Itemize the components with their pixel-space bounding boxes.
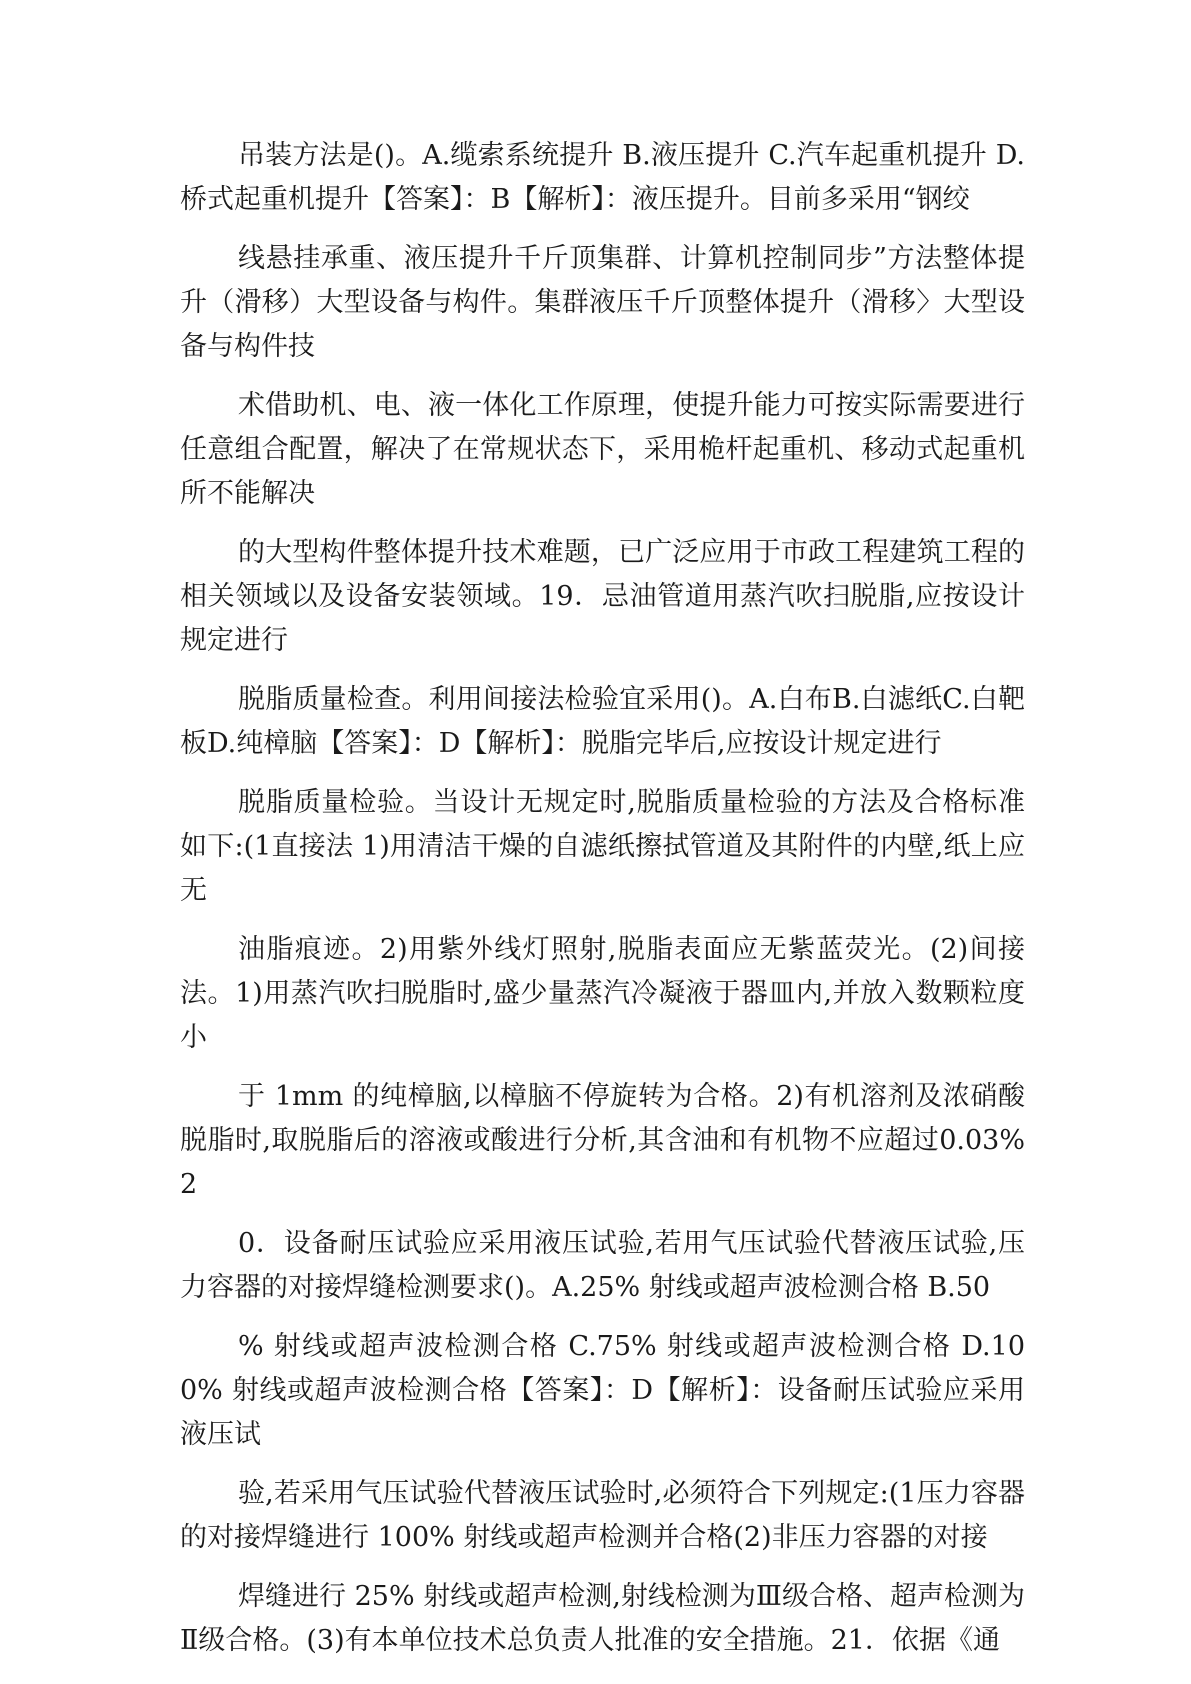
paragraph: 脱脂质量检验。当设计无规定时,脱脂质量检验的方法及合格标准如下:(1直接法 1)用清洁干燥的自滤纸擦拭管道及其附件的内壁,纸上应无 bbox=[180, 787, 1025, 906]
paragraph: 验,若采用气压试验代替液压试验时,必须符合下列规定:(1压力容器的对接焊缝进行 100% 射线或超声检测并合格(2)非压力容器的对接 bbox=[180, 1478, 1025, 1553]
paragraph: % 射线或超声波检测合格 C.75% 射线或超声波检测合格 D.100% 射线或超声波检测合格【答案】：D【解析】：设备耐压试验应采用液压试 bbox=[180, 1331, 1025, 1450]
document-body bbox=[180, 134, 1025, 1678]
paragraph: 的大型构件整体提升技术难题，已广泛应用于市政工程建筑工程的相关领域以及设备安装领域。19．忌油管道用蒸汽吹扫脱脂,应按设计规定进行 bbox=[180, 537, 1025, 656]
paragraph: 于 1mm 的纯樟脑,以樟脑不停旋转为合格。2)有机溶剂及浓硝酸脱脂时,取脱脂后的溶液或酸进行分析,其含油和有机物不应超过0.03%2 bbox=[180, 1081, 1025, 1200]
paragraph: 线悬挂承重、液压提升千斤顶集群、计算机控制同步”方法整体提升（滑移）大型设备与构件。集群液压千斤顶整体提升（滑移〉大型设备与构件技 bbox=[180, 243, 1025, 362]
paragraph: 油脂痕迹。2)用紫外线灯照射,脱脂表面应无紫蓝荧光。(2)间接法。1)用蒸汽吹扫脱脂时,盛少量蒸汽冷凝液于器皿内,并放入数颗粒度小 bbox=[180, 934, 1025, 1053]
paragraph: 术借助机、电、液一体化工作原理，使提升能力可按实际需要进行任意组合配置，解决了在常规状态下，采用桅杆起重机、移动式起重机所不能解决 bbox=[180, 390, 1025, 509]
paragraph: 脱脂质量检查。利用间接法检验宜采用()。A.白布B.白滤纸C.白靶板D.纯樟脑【答案】：D【解析】：脱脂完毕后,应按设计规定进行 bbox=[180, 684, 1025, 759]
paragraph: 吊装方法是()。A.缆索系统提升 B.液压提升 C.汽车起重机提升 D.桥式起重机提升【答案】：B【解析】：液压提升。目前多采用“钢绞 bbox=[180, 140, 1025, 215]
paragraph: 0．设备耐压试验应采用液压试验,若用气压试验代替液压试验,压力容器的对接焊缝检测要求()。A.25% 射线或超声波检测合格 B.50 bbox=[180, 1228, 1025, 1303]
paragraph: 焊缝进行 25% 射线或超声检测,射线检测为Ⅲ级合格、超声检测为Ⅱ级合格。(3)有本单位技术总负责人批准的安全措施。21．依据《通 bbox=[180, 1581, 1025, 1656]
